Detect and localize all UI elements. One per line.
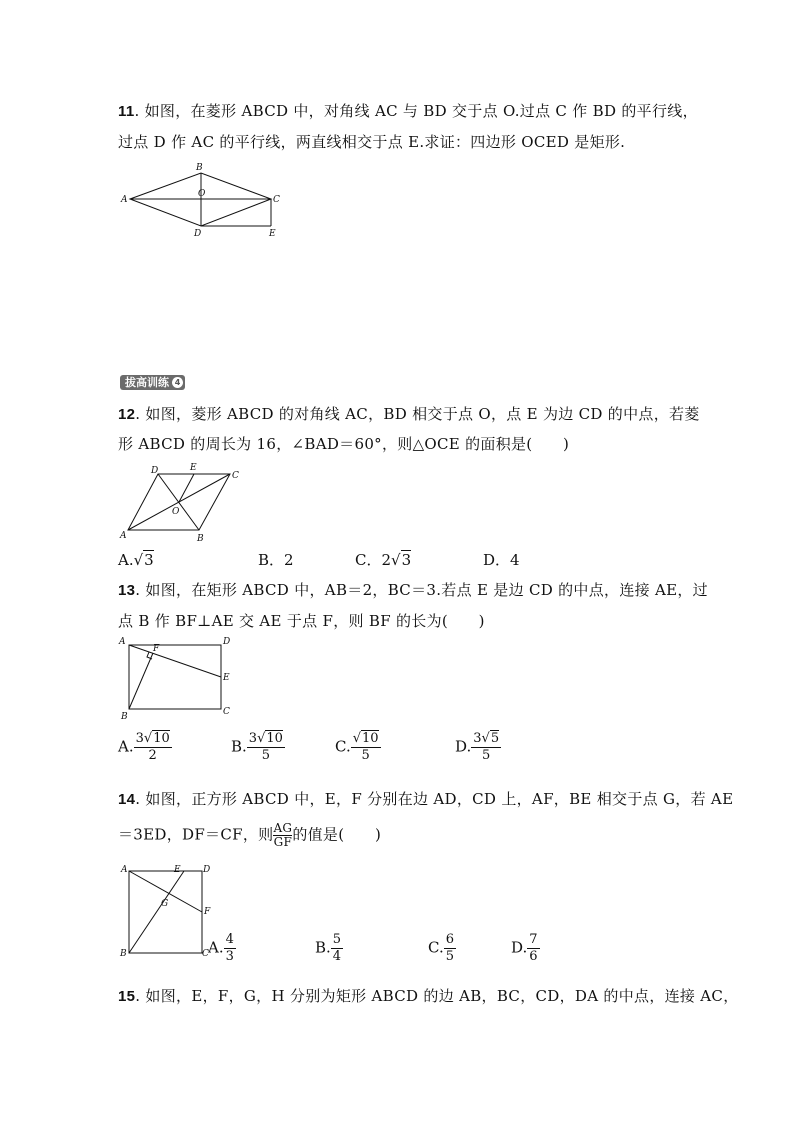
q11-number: 11 xyxy=(118,103,135,120)
label-c: C xyxy=(202,949,209,959)
option-letter: D. xyxy=(511,938,528,957)
label-d: D xyxy=(194,229,202,239)
q14-line2 xyxy=(118,822,381,849)
diagonal-bd xyxy=(158,474,199,530)
label-f: F xyxy=(153,644,160,654)
section-badge xyxy=(120,375,185,390)
label-c: C xyxy=(232,471,239,481)
q14-option-c[interactable] xyxy=(428,932,456,965)
denominator: 6 xyxy=(529,949,538,964)
denominator: 5 xyxy=(261,748,270,763)
segment-be xyxy=(129,871,184,953)
label-b: B xyxy=(197,534,204,544)
coef: 3 xyxy=(135,731,144,746)
label-b: B xyxy=(121,712,128,722)
label-a: A xyxy=(121,865,128,875)
square-abcd xyxy=(129,871,202,953)
option-letter: C．2 xyxy=(355,551,392,569)
label-d: D xyxy=(223,637,231,647)
segment-bf xyxy=(129,653,153,709)
q12-option-a[interactable]: A.√3 xyxy=(118,551,154,569)
badge-number: 4 xyxy=(172,377,183,388)
denominator: 5 xyxy=(361,748,370,763)
fraction xyxy=(444,932,456,965)
label-o: O xyxy=(172,507,180,517)
q13-number: 13 xyxy=(118,582,136,599)
denominator: 5 xyxy=(445,949,454,964)
q13-option-b[interactable] xyxy=(231,731,285,764)
numerator: 4 xyxy=(225,932,234,947)
label-e: E xyxy=(223,673,230,683)
q11-text1: . 如图，在菱形 ABCD 中，对角线 AC 与 BD 交于点 O.过点 C 作 BD 的平行线， xyxy=(134,102,698,120)
q14-figure xyxy=(116,860,216,962)
numerator: 7 xyxy=(529,932,538,947)
q12-line1 xyxy=(118,404,700,425)
denominator: GF xyxy=(273,835,293,849)
denominator: 2 xyxy=(148,748,157,763)
option-letter: B. xyxy=(231,737,247,756)
label-e: E xyxy=(190,463,197,473)
q11-figure xyxy=(118,160,288,242)
numerator: 6 xyxy=(445,932,454,947)
label-b: B xyxy=(196,163,203,173)
label-a: A xyxy=(119,637,126,647)
q15-text1: . 如图，E，F，G，H 分别为矩形 ABCD 的边 AB，BC，CD，DA 的中点，连接 AC， xyxy=(135,987,739,1005)
option-letter: B. xyxy=(315,938,331,957)
label-g: G xyxy=(161,899,169,909)
option-letter: A. xyxy=(118,551,134,569)
q13-line2: 点 B 作 BF⊥AE 交 AE 于点 F，则 BF 的长为( ) xyxy=(118,612,485,630)
radicand: 3 xyxy=(401,551,412,569)
numerator: 5 xyxy=(332,932,342,947)
q11-line2: 过点 D 作 AC 的平行线，两直线相交于点 E.求证：四边形 OCED 是矩形. xyxy=(118,133,626,151)
q12-option-d[interactable]: D．4 xyxy=(483,551,520,569)
fraction: $\frac{√10}{5}$ xyxy=(352,731,379,763)
q13-option-c[interactable] xyxy=(335,731,381,764)
option-letter: A. xyxy=(118,737,134,756)
segment-ae xyxy=(129,645,221,677)
badge-text: 拔高训练 xyxy=(125,376,169,389)
label-d: D xyxy=(203,865,211,875)
radicand: 10 xyxy=(266,731,283,746)
option-letter: A. xyxy=(208,938,224,957)
label-a: A xyxy=(121,195,128,205)
label-f: F xyxy=(204,907,211,917)
denominator: 4 xyxy=(332,949,342,964)
q12-text1: . 如图，菱形 ABCD 的对角线 AC，BD 相交于点 O，点 E 为边 CD 的中点，若菱 xyxy=(135,405,700,423)
option-letter: C. xyxy=(335,737,351,756)
label-o: O xyxy=(198,189,206,199)
fraction xyxy=(527,932,539,965)
q12-number: 12 xyxy=(118,406,136,423)
coef: 3 xyxy=(248,731,258,746)
q11-line1 xyxy=(118,101,698,122)
label-a: A xyxy=(120,531,127,541)
fraction: $\frac{3√5}{5}$ xyxy=(473,731,500,763)
ratio-fraction xyxy=(273,822,292,849)
label-d: D xyxy=(151,466,159,476)
fraction: $\frac{3√10}{5}$ xyxy=(248,731,283,763)
label-e: E xyxy=(269,229,276,239)
q14-text2-pre: ＝3ED，DF＝CF，则 xyxy=(118,825,274,844)
radicand: 5 xyxy=(490,731,500,746)
q12-option-c[interactable]: C．2√3 xyxy=(355,551,412,569)
label-e: E xyxy=(174,865,181,875)
fraction xyxy=(224,932,236,965)
radicand: 10 xyxy=(153,731,170,746)
q14-line1 xyxy=(118,789,733,810)
label-c: C xyxy=(273,195,280,205)
q13-text1: . 如图，在矩形 ABCD 中，AB＝2，BC＝3.若点 E 是边 CD 的中点，连接 AE，过 xyxy=(135,581,708,599)
numerator: AG xyxy=(273,821,293,835)
denominator: 5 xyxy=(482,748,491,763)
q13-option-a[interactable] xyxy=(118,731,172,764)
coef: 3 xyxy=(473,731,482,746)
option-letter: D. xyxy=(455,737,472,756)
q12-option-b[interactable]: B．2 xyxy=(258,551,294,569)
fraction: $\frac{3√10}{2}$ xyxy=(135,731,170,763)
q14-text1: . 如图，正方形 ABCD 中，E，F 分别在边 AD，CD 上，AF，BE 相交于点 G，若 AE xyxy=(135,790,734,808)
q12-line2: 形 ABCD 的周长为 16，∠BAD＝60°，则△OCE 的面积是( ) xyxy=(118,435,570,453)
q12-figure xyxy=(118,460,253,546)
q14-option-a[interactable] xyxy=(208,932,236,965)
q15-line1 xyxy=(118,986,739,1007)
q13-line1 xyxy=(118,580,708,601)
label-b: B xyxy=(120,949,127,959)
radicand: 3 xyxy=(144,551,154,569)
denominator: 3 xyxy=(225,949,234,964)
q13-option-d[interactable] xyxy=(455,731,501,764)
radicand: 10 xyxy=(362,731,379,746)
q14-text2-post: 的值是( ) xyxy=(292,825,382,844)
q14-option-d[interactable] xyxy=(511,932,540,965)
q14-number: 14 xyxy=(118,791,136,808)
q15-number: 15 xyxy=(118,988,136,1005)
q14-option-b[interactable] xyxy=(315,932,343,965)
label-c: C xyxy=(223,707,230,717)
option-letter: C. xyxy=(428,938,444,957)
fraction xyxy=(331,932,343,965)
q13-figure xyxy=(116,634,246,722)
